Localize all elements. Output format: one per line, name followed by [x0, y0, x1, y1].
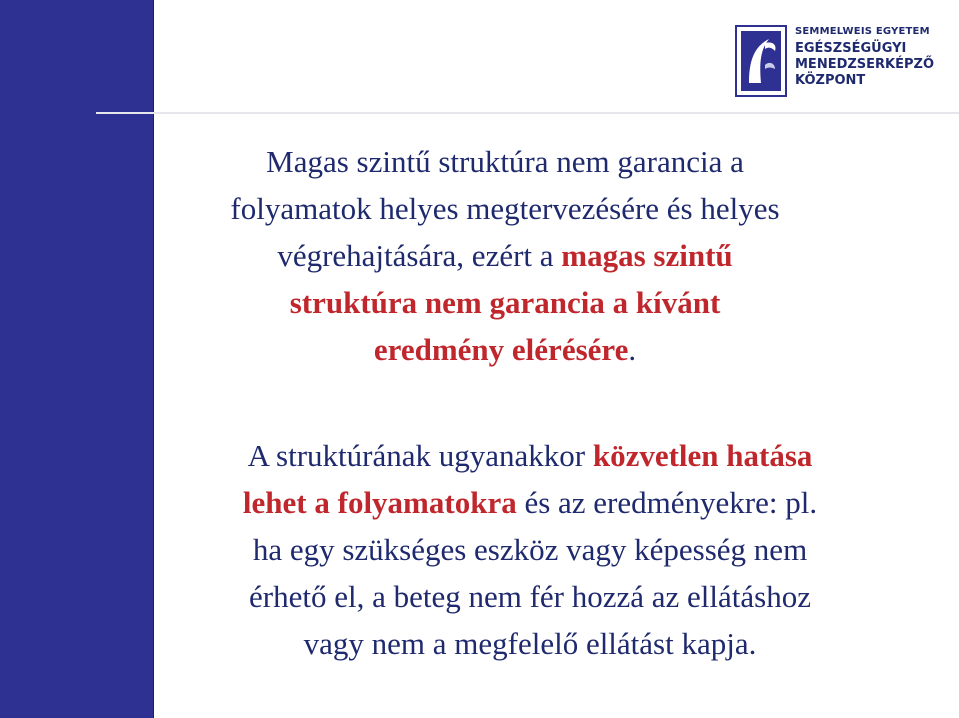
paragraph-structure-guarantee	[155, 138, 855, 373]
paragraph-2-line-1-plain: A struktúrának ugyanakkor	[247, 438, 593, 473]
paragraph-1-line-1: Magas szintű struktúra nem garancia a	[266, 144, 744, 179]
paragraph-2-line-5: vagy nem a megfelelő ellátást kapja.	[303, 626, 757, 661]
paragraph-2-line-2-emphasis: lehet a folyamatokra	[242, 485, 517, 520]
logo-line-3: MENEDZSERKÉPZŐ	[795, 57, 935, 72]
paragraph-2-line-2	[155, 479, 905, 526]
paragraph-1-line-3-emphasis: magas szintű	[561, 238, 733, 273]
paragraph-structure-effect	[155, 432, 905, 667]
paragraph-2-line-1-emphasis: közvetlen hatása	[592, 438, 813, 473]
university-logo	[735, 25, 955, 100]
paragraph-1-line-5	[155, 326, 855, 373]
semmelweis-logo-icon	[735, 25, 787, 97]
paragraph-2-line-4: érhető el, a beteg nem fér hozzá az ellátáshoz	[249, 579, 811, 614]
logo-text	[795, 25, 955, 89]
paragraph-2-line-2-plain: és az eredményekre: pl.	[516, 485, 818, 520]
paragraph-2-line-3: ha egy szükséges eszköz vagy képesség nem	[252, 532, 808, 567]
paragraph-1-line-5-plain: .	[628, 332, 637, 367]
logo-university-name: SEMMELWEIS EGYETEM	[795, 26, 930, 37]
side-bar	[0, 0, 154, 718]
paragraph-1-line-3	[155, 232, 855, 279]
logo-line-4: KÖZPONT	[795, 73, 866, 88]
logo-line-2: EGÉSZSÉGÜGYI	[795, 41, 907, 56]
paragraph-1-line-5-emphasis: eredmény elérésére	[373, 332, 629, 367]
paragraph-1-line-2: folyamatok helyes megtervezésére és helyes	[230, 191, 780, 226]
paragraph-1-line-4-emphasis: struktúra nem garancia a kívánt	[289, 285, 721, 320]
top-divider	[96, 112, 959, 114]
paragraph-2-line-1	[155, 432, 905, 479]
paragraph-1-line-3-plain: végrehajtására, ezért a	[277, 238, 562, 273]
